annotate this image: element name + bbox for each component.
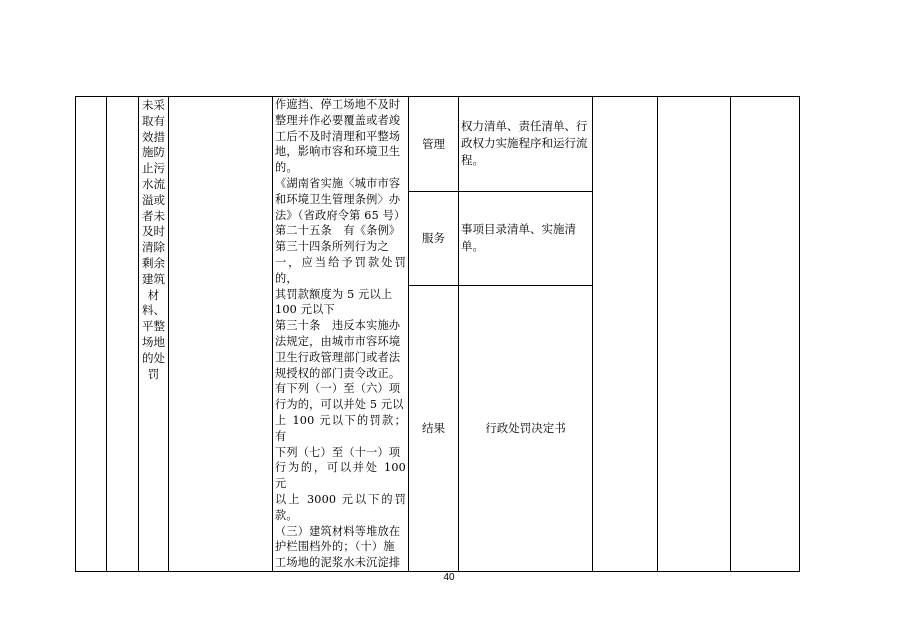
legal-basis-cell <box>273 97 409 572</box>
legal-basis-line: 和环境卫生管理条例〉办 <box>275 192 401 206</box>
legal-basis-line: 行为的，可以并处 5 元以 <box>275 398 404 412</box>
legal-basis-line: 第三十四条所列行为之 <box>275 240 389 254</box>
legal-basis-line: 行为的，可以并处 100 元 <box>275 461 406 491</box>
item-name-line: 建筑 <box>142 271 165 286</box>
item-name-line: 施防 <box>142 145 165 160</box>
legal-basis-text <box>275 97 406 571</box>
col-code-cell <box>107 97 139 572</box>
item-name-line: 平整 <box>142 319 165 334</box>
col-empty-3 <box>731 97 800 572</box>
col-empty-2 <box>658 97 731 572</box>
item-name-line: 材 <box>147 287 160 302</box>
legal-basis-line: 有下列（一）至（六）项 <box>275 382 401 396</box>
legal-basis-line: 下列（七）至（十一）项 <box>275 445 401 459</box>
legal-basis-line: 工场地的泥浆水未沉淀排 <box>275 556 401 570</box>
legal-basis-line: 法规定，由城市市容环境 <box>275 334 401 348</box>
item-name-line: 罚 <box>147 366 160 381</box>
col-sub-item-cell <box>169 97 273 572</box>
legal-basis-line: 的。 <box>275 161 298 175</box>
row-content-service: 事项目录清单、实施清单。 <box>459 191 593 285</box>
legal-basis-line: 第二十五条 有《条例》 <box>275 224 401 238</box>
col-empty-1 <box>593 97 658 572</box>
legal-basis-line: 《湖南省实施〈城市市容 <box>275 176 401 190</box>
legal-basis-line: （三）建筑材料等堆放在 <box>275 524 401 538</box>
item-name-line: 清除 <box>142 240 165 255</box>
legal-basis-line: 一，应当给予罚款处罚的， <box>275 255 406 285</box>
row-content-result: 行政处罚决定书 <box>459 285 593 571</box>
legal-basis-line: 以上 3000 元以下的罚款。 <box>275 492 406 522</box>
legal-basis-line: 100 元以下 <box>275 303 335 317</box>
legal-basis-line: 其罚款额度为 5 元以上 <box>275 287 393 301</box>
legal-basis-line: 规授权的部门责令改正。 <box>275 366 401 380</box>
item-name-line: 及时 <box>142 224 165 239</box>
legal-basis-line: 法》（省政府令第 65 号） <box>275 208 406 222</box>
item-name-line: 的处 <box>142 350 165 365</box>
legal-basis-line: 卫生行政管理部门或者法 <box>275 350 401 364</box>
item-name-line: 者未 <box>142 208 165 223</box>
legal-basis-line: 地，影响市容和环境卫生 <box>275 145 401 159</box>
item-name-line: 场地 <box>142 334 165 349</box>
legal-basis-line: 第三十条 违反本实施办 <box>275 319 401 333</box>
item-name-line: 溢或 <box>142 192 165 207</box>
page-number: 40 <box>443 572 455 583</box>
item-name-line: 效措 <box>142 129 165 144</box>
row-content-management: 权力清单、责任清单、行政权力实施程序和运行流程。 <box>459 97 593 192</box>
data-table <box>75 96 800 572</box>
row-label-service: 服务 <box>409 191 459 285</box>
legal-basis-line: 整理并作必要覆盖或者竣 <box>275 113 401 127</box>
row-label-management: 管理 <box>409 97 459 192</box>
item-name-line: 剩余 <box>142 255 165 270</box>
row-label-result: 结果 <box>409 285 459 571</box>
legal-basis-line: 工后不及时清理和平整场 <box>275 129 401 143</box>
item-name-cell <box>139 97 169 572</box>
item-name-line: 料、 <box>142 303 165 318</box>
legal-basis-line: 上 100 元以下的罚款；有 <box>275 413 406 443</box>
item-name-line: 取有 <box>142 113 165 128</box>
legal-basis-line: 护栏围档外的；（十）施 <box>275 540 395 554</box>
col-seq-cell <box>76 97 107 572</box>
item-name-text <box>139 98 168 382</box>
legal-basis-line: 作遮挡、停工场地不及时 <box>275 98 401 111</box>
item-name-line: 水流 <box>142 176 165 191</box>
item-name-line: 未采 <box>142 98 165 112</box>
item-name-line: 止污 <box>142 161 165 176</box>
